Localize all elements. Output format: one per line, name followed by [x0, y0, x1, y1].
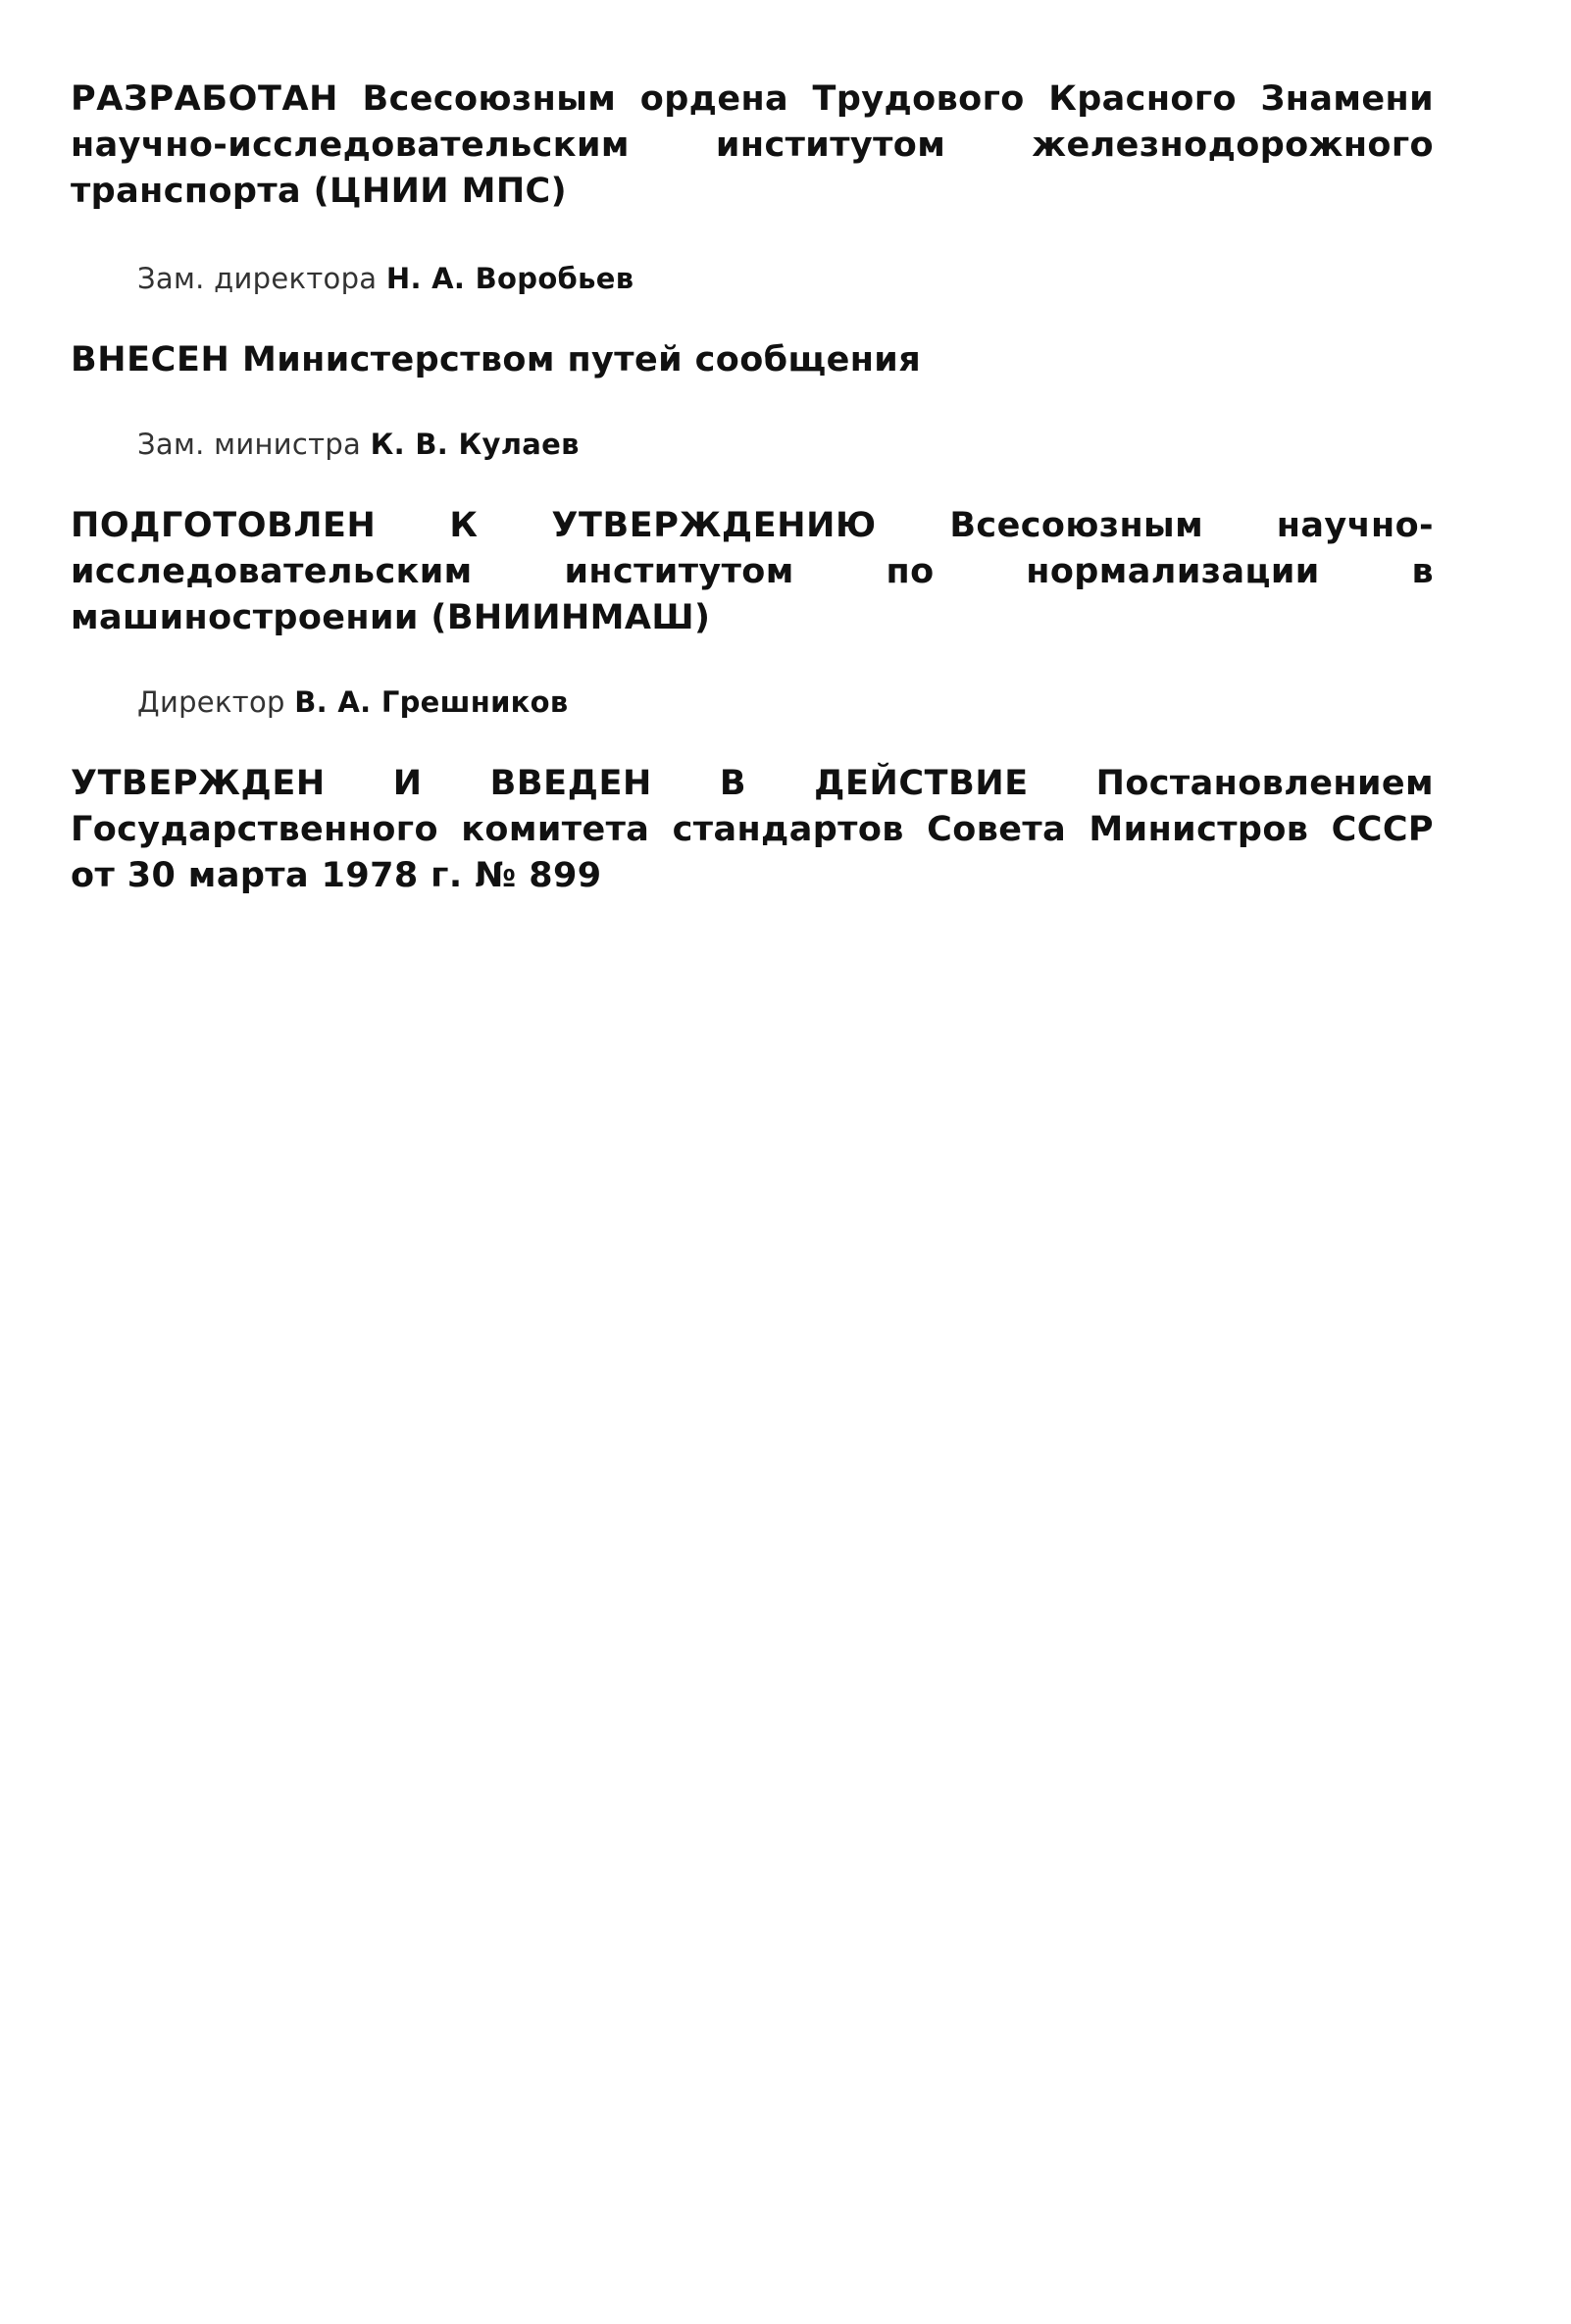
approved-and-enacted-keyword: УТВЕРЖДЕН И ВВЕДЕН В ДЕЙСТВИЕ — [71, 764, 1029, 803]
introduced-by-keyword: ВНЕСЕН — [71, 340, 230, 379]
developed-by-paragraph — [71, 76, 1434, 215]
developer-signature-line — [71, 259, 1434, 298]
developer-signer-role: Зам. директора — [137, 262, 378, 295]
preparer-signature-line — [71, 682, 1434, 722]
prepared-for-approval-text: Всесоюзным научно-исследовательским институтом по нормализации в машиностроении (ВНИИНМАШ) — [71, 506, 1434, 637]
approved-and-enacted-text: Постановлением Государственного комитета стандартов Совета Министров СССР от 30 марта 1978 г. № 899 — [71, 764, 1435, 895]
developed-by-keyword: РАЗРАБОТАН — [71, 79, 339, 119]
introduced-by-text: Министерством путей сообщения — [241, 340, 922, 379]
introducer-signer-name: К. В. Кулаев — [370, 428, 580, 461]
prepared-for-approval-paragraph — [71, 503, 1434, 641]
preparer-signer-name: В. А. Грешников — [294, 685, 569, 719]
preparer-signer-role: Директор — [137, 685, 285, 719]
developer-signer-name: Н. А. Воробьев — [385, 262, 634, 295]
introducer-signer-role: Зам. министра — [137, 428, 362, 461]
approved-and-enacted-paragraph — [71, 761, 1434, 899]
document-content — [71, 76, 1434, 899]
prepared-for-approval-keyword: ПОДГОТОВЛЕН К УТВЕРЖДЕНИЮ — [71, 506, 877, 545]
introducer-signature-line — [71, 425, 1434, 464]
developed-by-text: Всесоюзным ордена Трудового Красного Знамени научно-исследовательским институтом железнодорожного транспорта (ЦНИИ МПС) — [71, 79, 1434, 211]
introduced-by-paragraph — [71, 337, 1434, 383]
